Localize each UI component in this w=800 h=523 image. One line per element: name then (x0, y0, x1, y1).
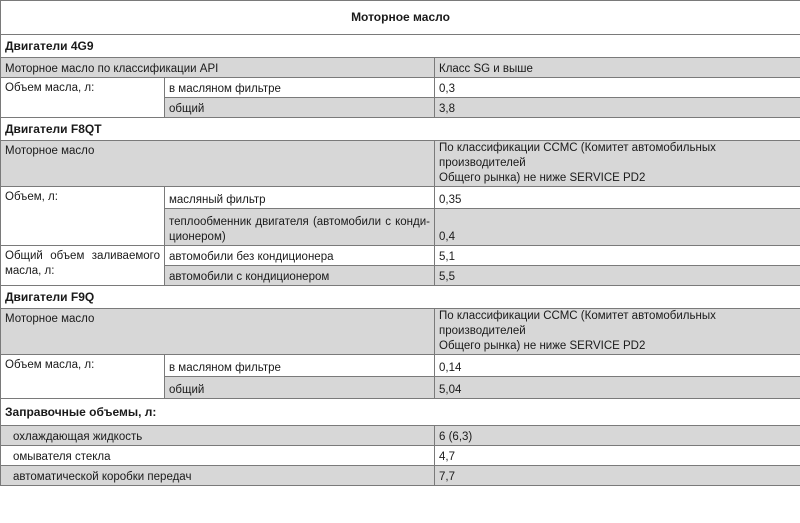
heat-exchanger-line2: ционером) (169, 231, 226, 243)
table-title-row (1, 1, 800, 35)
washer-value: 4,7 (435, 446, 800, 466)
oil-value (435, 141, 800, 187)
oil-value-line2: Общего рынка) не ниже SERVICE PD2 (439, 340, 646, 352)
table-row (1, 58, 800, 78)
gearbox-value: 7,7 (435, 466, 800, 486)
fill-volume-line2: масла, л: (5, 265, 55, 277)
gearbox-label: автоматической коробки передач (1, 466, 435, 486)
oil-value (435, 309, 800, 355)
coolant-value: 6 (6,3) (435, 426, 800, 446)
washer-label: омывателя стекла (1, 446, 435, 466)
no-ac-label: автомобили без кондиционера (165, 246, 435, 266)
total-value: 3,8 (435, 98, 800, 118)
with-ac-value: 5,5 (435, 266, 800, 286)
table-row (1, 355, 800, 377)
section-f8qt-row (1, 118, 800, 141)
section-heading-4g9: Двигатели 4G9 (1, 35, 800, 58)
volume-label: Объем масла, л: (1, 355, 165, 399)
oil-class-label: Моторное масло по классификации API (1, 58, 435, 78)
with-ac-label: автомобили с кондиционером (165, 266, 435, 286)
oil-value-line1: По классификации ССМС (Комитет автомобильных производителей (439, 142, 716, 169)
table-row (1, 187, 800, 209)
table-row (1, 309, 800, 355)
fill-volume-line1: Общий объем заливаемого (5, 250, 160, 262)
table-row (1, 78, 800, 98)
oil-label: Моторное масло (1, 141, 435, 187)
filter-value: 0,14 (435, 355, 800, 377)
table-row (1, 246, 800, 266)
volume-label: Объем, л: (1, 187, 165, 246)
heat-exchanger-label (165, 209, 435, 246)
section-f9q-row (1, 286, 800, 309)
oil-value-line2: Общего рынка) не ниже SERVICE PD2 (439, 172, 646, 184)
total-label: общий (165, 377, 435, 399)
filter-label: в масляном фильтре (165, 355, 435, 377)
total-value: 5,04 (435, 377, 800, 399)
filter-value: 0,35 (435, 187, 800, 209)
section-heading-f8qt: Двигатели F8QT (1, 118, 800, 141)
table-row (1, 426, 800, 446)
section-heading-capacities: Заправочные объемы, л: (1, 399, 800, 426)
table-row (1, 466, 800, 486)
heat-exchanger-value: 0,4 (435, 209, 800, 246)
total-label: общий (165, 98, 435, 118)
table-row (1, 141, 800, 187)
oil-label: Моторное масло (1, 309, 435, 355)
fill-volume-label (1, 246, 165, 286)
no-ac-value: 5,1 (435, 246, 800, 266)
heat-exchanger-line1: теплообменник двигателя (автомобили с конди- (169, 216, 430, 228)
section-heading-f9q: Двигатели F9Q (1, 286, 800, 309)
oil-class-value: Класс SG и выше (435, 58, 800, 78)
volume-label: Объем масла, л: (1, 78, 165, 118)
filter-label: в масляном фильтре (165, 78, 435, 98)
table-title: Моторное масло (1, 1, 800, 35)
filter-label: масляный фильтр (165, 187, 435, 209)
section-capacities-row (1, 399, 800, 426)
section-4g9-row (1, 35, 800, 58)
filter-value: 0,3 (435, 78, 800, 98)
table-row (1, 446, 800, 466)
oil-value-line1: По классификации ССМС (Комитет автомобильных производителей (439, 310, 716, 337)
coolant-label: охлаждающая жидкость (1, 426, 435, 446)
